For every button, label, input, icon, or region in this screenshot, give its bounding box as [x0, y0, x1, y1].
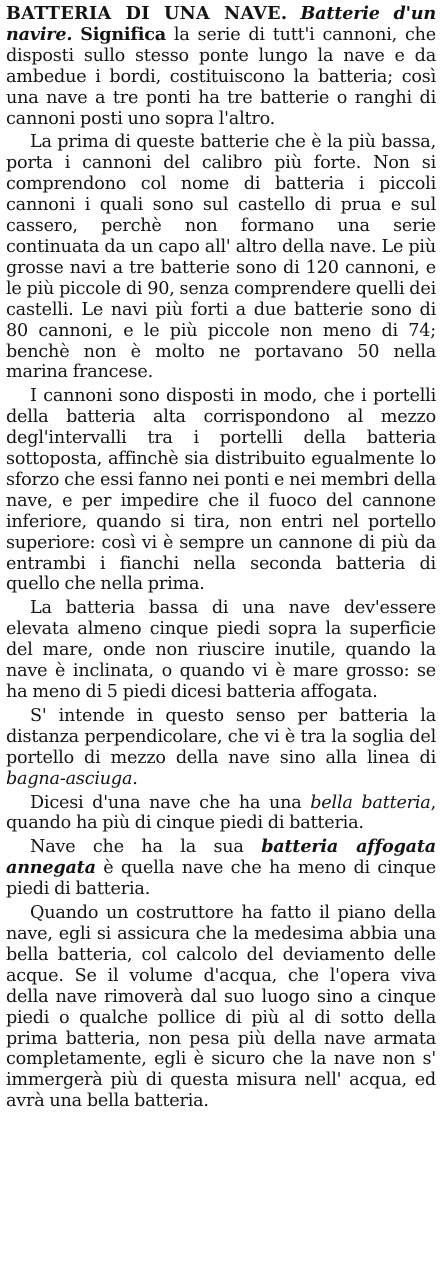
paragraph-4-end: . — [132, 768, 138, 789]
paragraph-4-text: S' intende in questo senso per batteria la distanza perpendicolare, che vi è tra la soglia del portello di mezzo della nave sino alla linea di — [6, 705, 436, 768]
term-bagna-asciuga: bagna-asciuga — [6, 768, 133, 789]
term-annegata: annegata — [6, 857, 96, 879]
paragraph-5 — [6, 793, 436, 835]
paragraph-6-end: è quella nave che ha meno di cinque piedi di batteria. — [6, 858, 436, 900]
paragraph-3: La batteria bassa di una nave dev'essere elevata almeno cinque piedi sopra la superficie del mare, onde non riuscire inutile, quando la nave è inclinata, o quando vi è mare grosso: se ha meno di 5 piedi dicesi batteria affogata. — [6, 598, 436, 702]
entry-french-term: Batterie d'un navire. — [6, 3, 436, 45]
entry-heading-paragraph — [6, 4, 436, 129]
definition-lead: Significa — [80, 23, 166, 45]
entry-title: BATTERIA DI UNA NAVE. — [6, 3, 288, 24]
paragraph-6 — [6, 837, 436, 900]
definition-text: la serie di tutt'i cannoni, che disposti sullo stesso ponte lungo la nave e da ambedue i bordi, costituiscono la batteria; così una nave a tre ponti ha tre batterie o ranghi di cannoni posti uno sopra l'altro. — [6, 24, 436, 129]
paragraph-5-end: , quando ha più di cinque piedi di batteria. — [6, 792, 437, 834]
term-batteria-affogata: batteria affogata — [261, 836, 436, 858]
term-bella-batteria: bella batteria — [310, 792, 431, 813]
paragraph-7: Quando un costruttore ha fatto il piano della nave, egli si assicura che la medesima abbia una bella batteria, col calcolo del deviamento delle acque. Se il volume d'acqua, che l'opera viva della nave rimoverà dal suo luogo sino a cinque piedi o qualche pollice di più al di sotto della prima batteria, non pesa più della nave armata completamente, egli è sicuro che la nave non s' immergerà più di questa misura nell' acqua, ed avrà una bella batteria. — [6, 903, 436, 1112]
paragraph-5-text: Dicesi d'una nave che ha una — [30, 792, 311, 813]
paragraph-2: I cannoni sono disposti in modo, che i portelli della batteria alta corrispondono al mezzo degl'intervalli tra i portelli della batteria sottoposta, affinchè sia distribuito egualmente lo sforzo che essi fanno nei ponti e nei membri della nave, e per impedire che il fuoco del cannone inferiore, quando si tira, non entri nel portello superiore: così vi è sempre un cannone di più da entrambi i fianchi nella seconda batteria di quello che nella prima. — [6, 386, 436, 595]
paragraph-4 — [6, 706, 436, 790]
paragraph-1: La prima di queste batterie che è la più bassa, porta i cannoni del calibro più forte. Non si comprendono col nome di batteria i piccoli cannoni i quali sono sul castello di prua e sul cassero, perchè non formano una serie continuata da un capo all' altro della nave. Le più grosse navi a tre batterie sono di 120 cannoni, e le più piccole di 90, senza comprendere quelli dei castelli. Le navi più forti a due batterie sono di 80 cannoni, e le più piccole non meno di 74; benchè non è molto ne portavano 50 nella marina francese. — [6, 132, 436, 383]
paragraph-6-lead: Nave che ha la sua — [30, 837, 262, 858]
